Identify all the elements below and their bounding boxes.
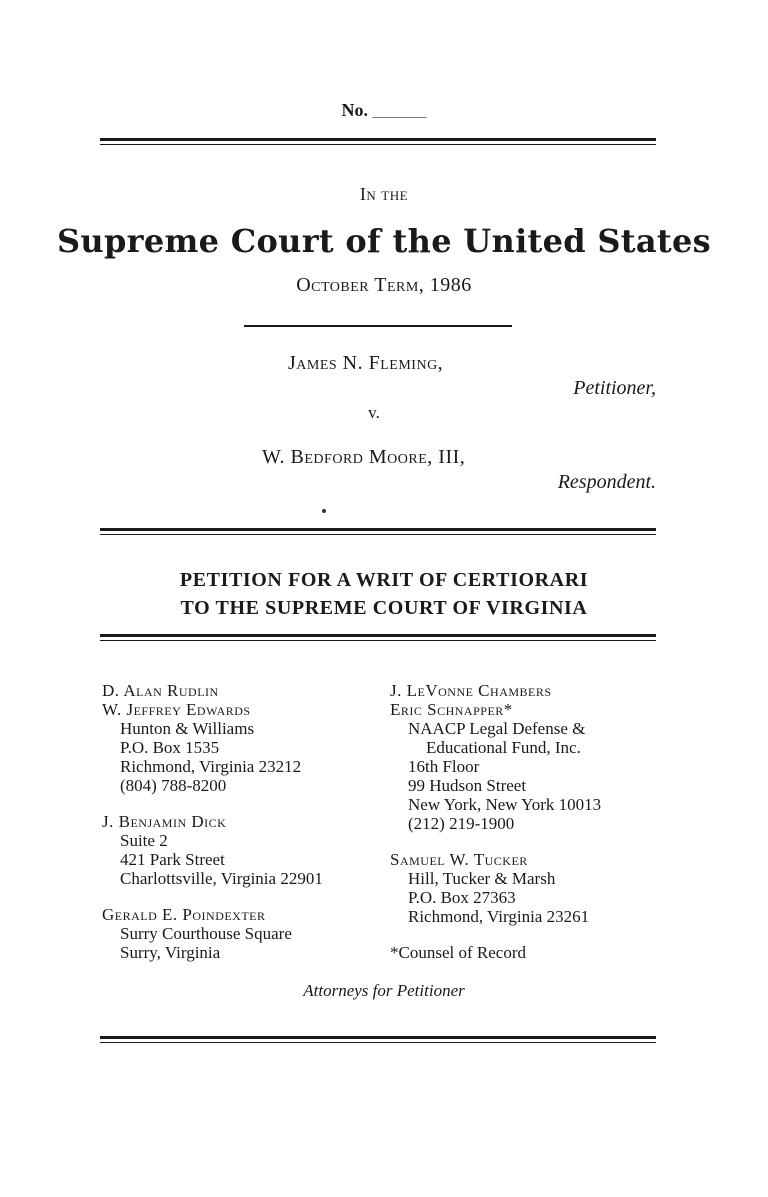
counsel-name: Gerald E. Poindexter xyxy=(102,905,266,924)
term-rule xyxy=(244,325,512,327)
petition-title xyxy=(0,566,768,622)
petitioner-role: Petitioner, xyxy=(573,377,656,399)
counsel-address-line: Hunton & Williams xyxy=(120,719,255,738)
respondent-role: Respondent. xyxy=(557,471,656,493)
counsel-address-line: Hill, Tucker & Marsh xyxy=(408,869,556,888)
attorneys-for-label: Attorneys for Petitioner xyxy=(303,981,465,1000)
parties-double-rule xyxy=(100,528,656,535)
counsel-address-line: Surry Courthouse Square xyxy=(120,924,292,943)
court-name: Supreme Court of the United States xyxy=(57,222,711,260)
counsel-gap xyxy=(102,795,392,812)
top-double-rule xyxy=(100,138,656,145)
counsel-address-line: Richmond, Virginia 23212 xyxy=(120,757,302,776)
term-label: October Term, 1986 xyxy=(296,274,472,296)
petition-title-line2: TO THE SUPREME COURT OF VIRGINIA xyxy=(180,597,588,619)
counsel-address-line: 16th Floor xyxy=(408,757,480,776)
counsel-right-column xyxy=(390,681,660,962)
petition-title-line1: PETITION FOR A WRIT OF CERTIORARI xyxy=(179,569,589,591)
counsel-name: Eric Schnapper* xyxy=(390,700,513,719)
respondent-name: W. Bedford Moore, III, xyxy=(262,446,466,468)
counsel-address-line: 421 Park Street xyxy=(120,850,225,869)
counsel-gap xyxy=(102,888,392,905)
counsel-address-line: Educational Fund, Inc. xyxy=(426,738,581,757)
counsel-address-line: Surry, Virginia xyxy=(120,943,221,962)
petitioner-name: James N. Fleming, xyxy=(288,352,444,374)
petition-double-rule xyxy=(100,634,656,641)
docket-blank: _________ xyxy=(372,105,427,119)
versus-label: v. xyxy=(368,403,380,422)
counsel-address-line: New York, New York 10013 xyxy=(408,795,602,814)
counsel-name: J. LeVonne Chambers xyxy=(390,681,552,700)
counsel-address-line: (804) 788-8200 xyxy=(120,776,227,795)
counsel-name: D. Alan Rudlin xyxy=(102,681,219,700)
counsel-address-line: Charlottsville, Virginia 22901 xyxy=(120,869,323,888)
counsel-address-line: (212) 219-1900 xyxy=(408,814,515,833)
docket-line xyxy=(0,100,768,121)
counsel-gap xyxy=(390,833,660,850)
docket-label: No. xyxy=(341,100,368,120)
counsel-of-record-footnote: *Counsel of Record xyxy=(390,943,526,962)
counsel-gap xyxy=(390,926,660,943)
counsel-name: W. Jeffrey Edwards xyxy=(102,700,251,719)
counsel-name: Samuel W. Tucker xyxy=(390,850,528,869)
bottom-double-rule xyxy=(100,1036,656,1043)
speck-mark xyxy=(322,509,326,513)
counsel-address-line: Richmond, Virginia 23261 xyxy=(408,907,590,926)
counsel-address-line: P.O. Box 27363 xyxy=(408,888,516,907)
counsel-left-column xyxy=(102,681,392,962)
counsel-address-line: NAACP Legal Defense & xyxy=(408,719,586,738)
counsel-name: J. Benjamin Dick xyxy=(102,812,227,831)
counsel-address-line: 99 Hudson Street xyxy=(408,776,527,795)
counsel-address-line: P.O. Box 1535 xyxy=(120,738,220,757)
in-the-label: In the xyxy=(359,184,409,204)
counsel-address-line: Suite 2 xyxy=(120,831,168,850)
